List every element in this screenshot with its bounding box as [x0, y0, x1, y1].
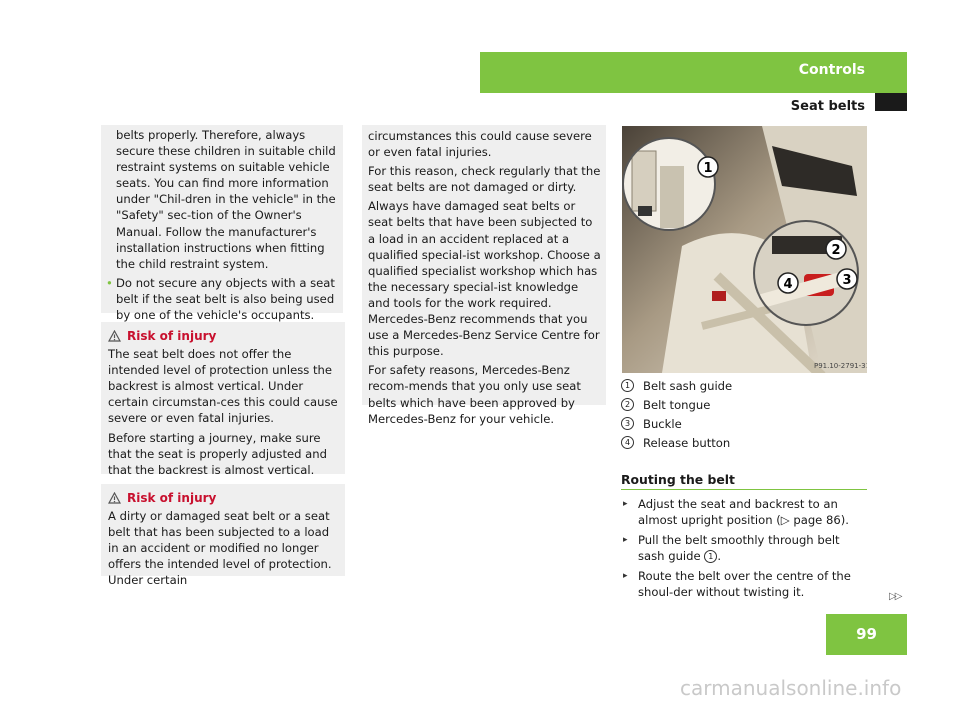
svg-text:1: 1 [703, 161, 713, 176]
inline-callout: 1 [704, 550, 717, 563]
legend-item: 2 Belt tongue [621, 395, 867, 414]
callout-3 [837, 269, 857, 289]
bullet-box [101, 125, 343, 323]
bullet-continuation: belts properly. Therefore, always secure these children in suitable child restraint systems on suitable vehicle seats. You can find more information under "Chil-dren in the vehicle" in the "Safety" sec-tion of the Owner's Manual. Follow the manufacturer's installation instructions when fitting the child restraint system. [116, 128, 336, 271]
warning-title: Risk of injury [127, 329, 217, 343]
bullet-marker: • [106, 275, 113, 290]
heading-rule [621, 489, 867, 490]
header-marker [875, 93, 907, 111]
warning-box-1 [101, 322, 345, 477]
legend-item: 3 Buckle [621, 414, 867, 433]
warning-heading [108, 490, 340, 506]
section-heading: Routing the belt [621, 472, 735, 487]
warning-title: Risk of injury [127, 491, 217, 505]
page-title: Seat belts [790, 99, 865, 114]
svg-text:3: 3 [842, 273, 852, 288]
paragraph: For safety reasons, Mercedes-Benz recom-mends that you only use seat belts which have been approved by Mercedes-Benz for your vehicle. [368, 363, 581, 426]
warning-text: The seat belt does not offer the intended level of protection unless the backrest is almost vertical. Under certain circumstan-ces this could cause severe or even fatal injuries. [108, 347, 338, 426]
step-item: ▸ Pull the belt smoothly through belt sash guide 1 . [623, 533, 840, 564]
paragraph: Always have damaged seat belts or seat belts that have been subjected to a load in an accident replaced at a qualified special-ist workshop. Choose a qualified specialist workshop which has the necessary special-ist knowledge and tools for the work required. Mercedes-Benz recommends that you use a Mercedes-Benz Service Centre for this purpose. [368, 199, 601, 359]
warning-text: Before starting a journey, make sure that the seat is properly adjusted and that the backrest is almost vertical. [108, 430, 327, 477]
page-number: 99 [826, 614, 907, 655]
bullet-text: Do not secure any objects with a seat belt if the seat belt is also being used by one of the vehicle's occupants. [116, 275, 335, 323]
continue-arrow-icon: ▷▷ [889, 591, 901, 602]
warning-triangle-icon [108, 330, 121, 342]
warning-triangle-icon [108, 492, 121, 504]
section-title: Controls [798, 62, 865, 78]
warning-box-2 [101, 484, 345, 588]
svg-text:2: 2 [831, 243, 841, 258]
continued-warning-box [362, 125, 606, 426]
step-item: ▸ Adjust the seat and backrest to an almost upright position (▷ page 86). [623, 497, 849, 528]
paragraph: For this reason, check regularly that the seat belts are not damaged or dirty. [368, 164, 601, 195]
watermark: carmanualsonline.info [680, 676, 902, 700]
callout-4 [778, 273, 798, 293]
warning-text: A dirty or damaged seat belt or a seat belt that has been subjected to a load in an accident or modified no longer offers the intended level of protection. Under certain [108, 509, 332, 588]
step-arrow-icon: ▸ [623, 535, 628, 546]
callout-1 [698, 157, 718, 177]
legend-item: 4 Release button [621, 433, 867, 452]
step-item: ▸ Route the belt over the centre of the shoul-der without twisting it. [623, 569, 851, 600]
seat-belt-figure [622, 126, 867, 373]
paragraph: circumstances this could cause severe or even fatal injuries. [368, 129, 592, 160]
warning-heading [108, 328, 340, 344]
step-arrow-icon: ▸ [623, 499, 628, 509]
svg-text:4: 4 [783, 277, 793, 292]
bullet-item [106, 275, 340, 323]
seat-belt-illustration [622, 126, 867, 373]
figure-legend [621, 376, 867, 452]
step-arrow-icon: ▸ [623, 571, 628, 582]
callout-2 [826, 239, 846, 259]
routing-steps [621, 496, 867, 605]
figure-code: P91.10-2791-31 [814, 362, 867, 370]
legend-item: 1 Belt sash guide [621, 376, 867, 395]
